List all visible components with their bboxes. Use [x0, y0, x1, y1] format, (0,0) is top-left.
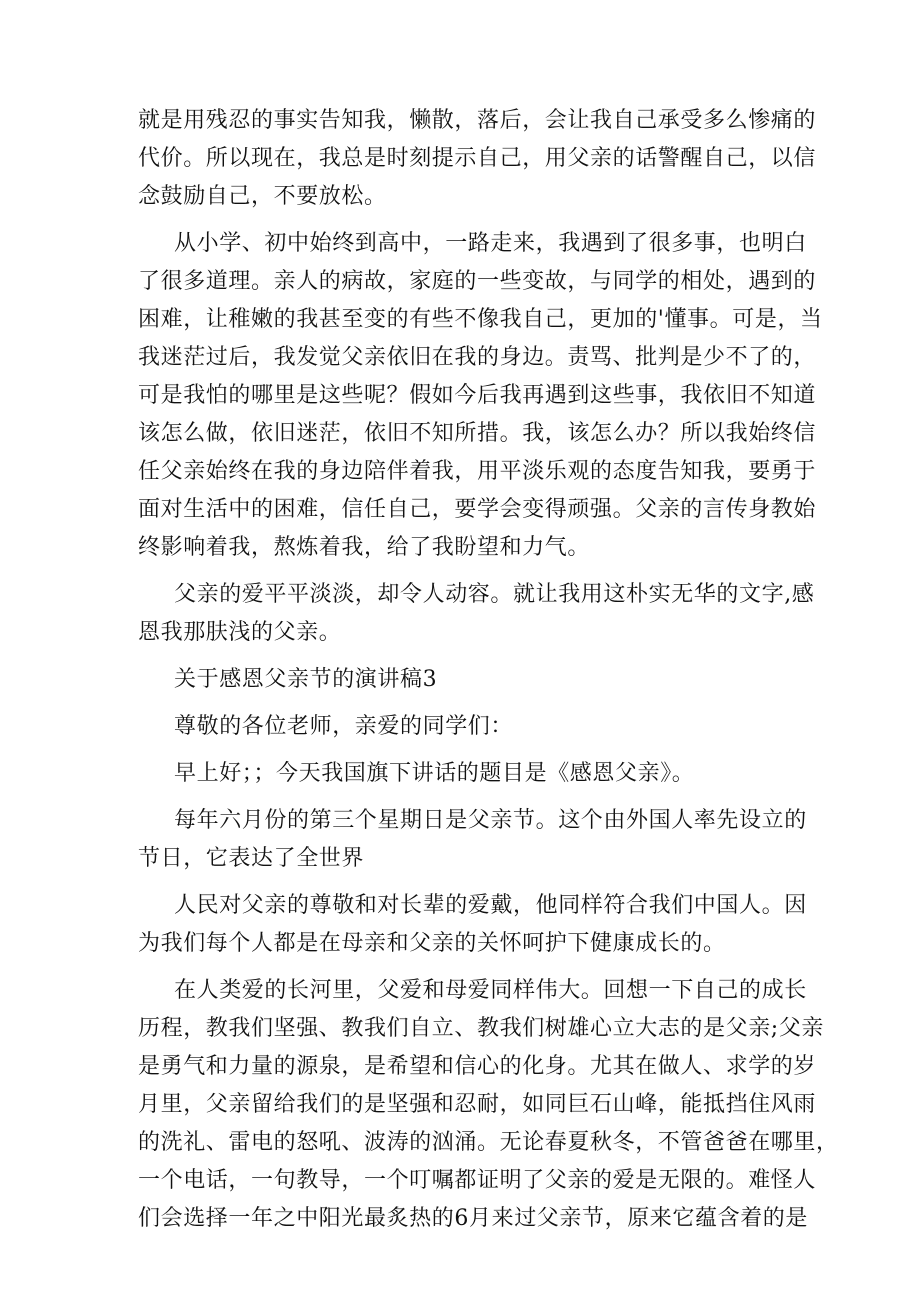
text-line: 任父亲始终在我的身边陪伴着我，用平淡乐观的态度告知我，要勇于	[138, 459, 817, 484]
section-heading	[138, 661, 798, 699]
text-line: 代价。所以现在，我总是时刻提示自己，用父亲的话警醒自己，以信	[138, 146, 817, 171]
greeting	[138, 755, 798, 793]
text-line: 是勇气和力量的源泉，是希望和信心的化身。尤其在做人、求学的岁	[138, 1054, 817, 1079]
text-line: 的洗礼、雷电的怒吼、波涛的汹涌。无论春夏秋冬，不管爸爸在哪里，	[138, 1130, 839, 1155]
text-line: 可是我怕的哪里是这些呢？假如今后我再遇到这些事，我依旧不知道	[138, 383, 817, 408]
text-line: 节日，它表达了全世界	[138, 846, 365, 871]
paragraph	[138, 576, 815, 652]
text-line: 终影响着我，熬炼着我，给了我盼望和力气。	[138, 535, 591, 560]
text-line: 们会选择一年之中阳光最炙热的6月来过父亲节，原来它蕴含着的是	[138, 1206, 808, 1231]
text-line: 人民对父亲的尊敬和对长辈的爱戴，他同样符合我们中国人。因	[174, 893, 807, 918]
text-line: 在人类爱的长河里，父爱和母爱同样伟大。回想一下自己的成长	[174, 978, 807, 1003]
heading-line: 关于感恩父亲节的演讲稿3	[174, 667, 438, 692]
text-line: 面对生活中的困难，信任自己，要学会变得顽强。父亲的言传身教始	[138, 497, 817, 522]
paragraph	[138, 102, 817, 216]
text-line: 就是用残忍的事实告知我，懒散，落后，会让我自己承受多么惨痛的	[138, 108, 817, 133]
document-body	[138, 102, 839, 1238]
salutation	[138, 708, 798, 746]
paragraph	[138, 887, 807, 963]
paragraph	[138, 972, 839, 1238]
text-line: 为我们每个人都是在母亲和父亲的关怀呵护下健康成长的。	[138, 931, 726, 956]
text-line: 念鼓励自己，不要放松。	[138, 184, 387, 209]
text-line: 了很多道理。亲人的病故，家庭的一些变故，与同学的相处，遇到的	[138, 269, 817, 294]
text-line: 从小学、初中始终到高中，一路走来，我遇到了很多事，也明白	[174, 231, 807, 256]
text-line: 一个电话，一句教导，一个叮嘱都证明了父亲的爱是无限的。难怪人	[138, 1168, 817, 1193]
text-line: 父亲的爱平平淡淡，却令人动容。就让我用这朴实无华的文字,感	[174, 582, 815, 607]
text-line: 恩我那肤浅的父亲。	[138, 620, 342, 645]
text-line: 困难，让稚嫩的我甚至变的有些不像我自己，更加的'懂事。可是，当	[138, 307, 823, 332]
paragraph	[138, 802, 807, 878]
text-line: 早上好；；今天我国旗下讲话的题目是《感恩父亲》。	[174, 761, 695, 786]
text-line: 历程，教我们坚强、教我们自立、教我们树雄心立大志的是父亲;父亲	[138, 1016, 825, 1041]
text-line: 每年六月份的第三个星期日是父亲节。这个由外国人率先设立的	[174, 808, 807, 833]
text-line: 月里，父亲留给我们的是坚强和忍耐，如同巨石山峰，能抵挡住风雨	[138, 1092, 817, 1117]
text-line: 尊敬的各位老师，亲爱的同学们：	[174, 714, 514, 739]
paragraph	[138, 225, 823, 567]
text-line: 我迷茫过后，我发觉父亲依旧在我的身边。责骂、批判是少不了的，	[138, 345, 817, 370]
text-line: 该怎么做，依旧迷茫，依旧不知所措。我，该怎么办？所以我始终信	[138, 421, 817, 446]
